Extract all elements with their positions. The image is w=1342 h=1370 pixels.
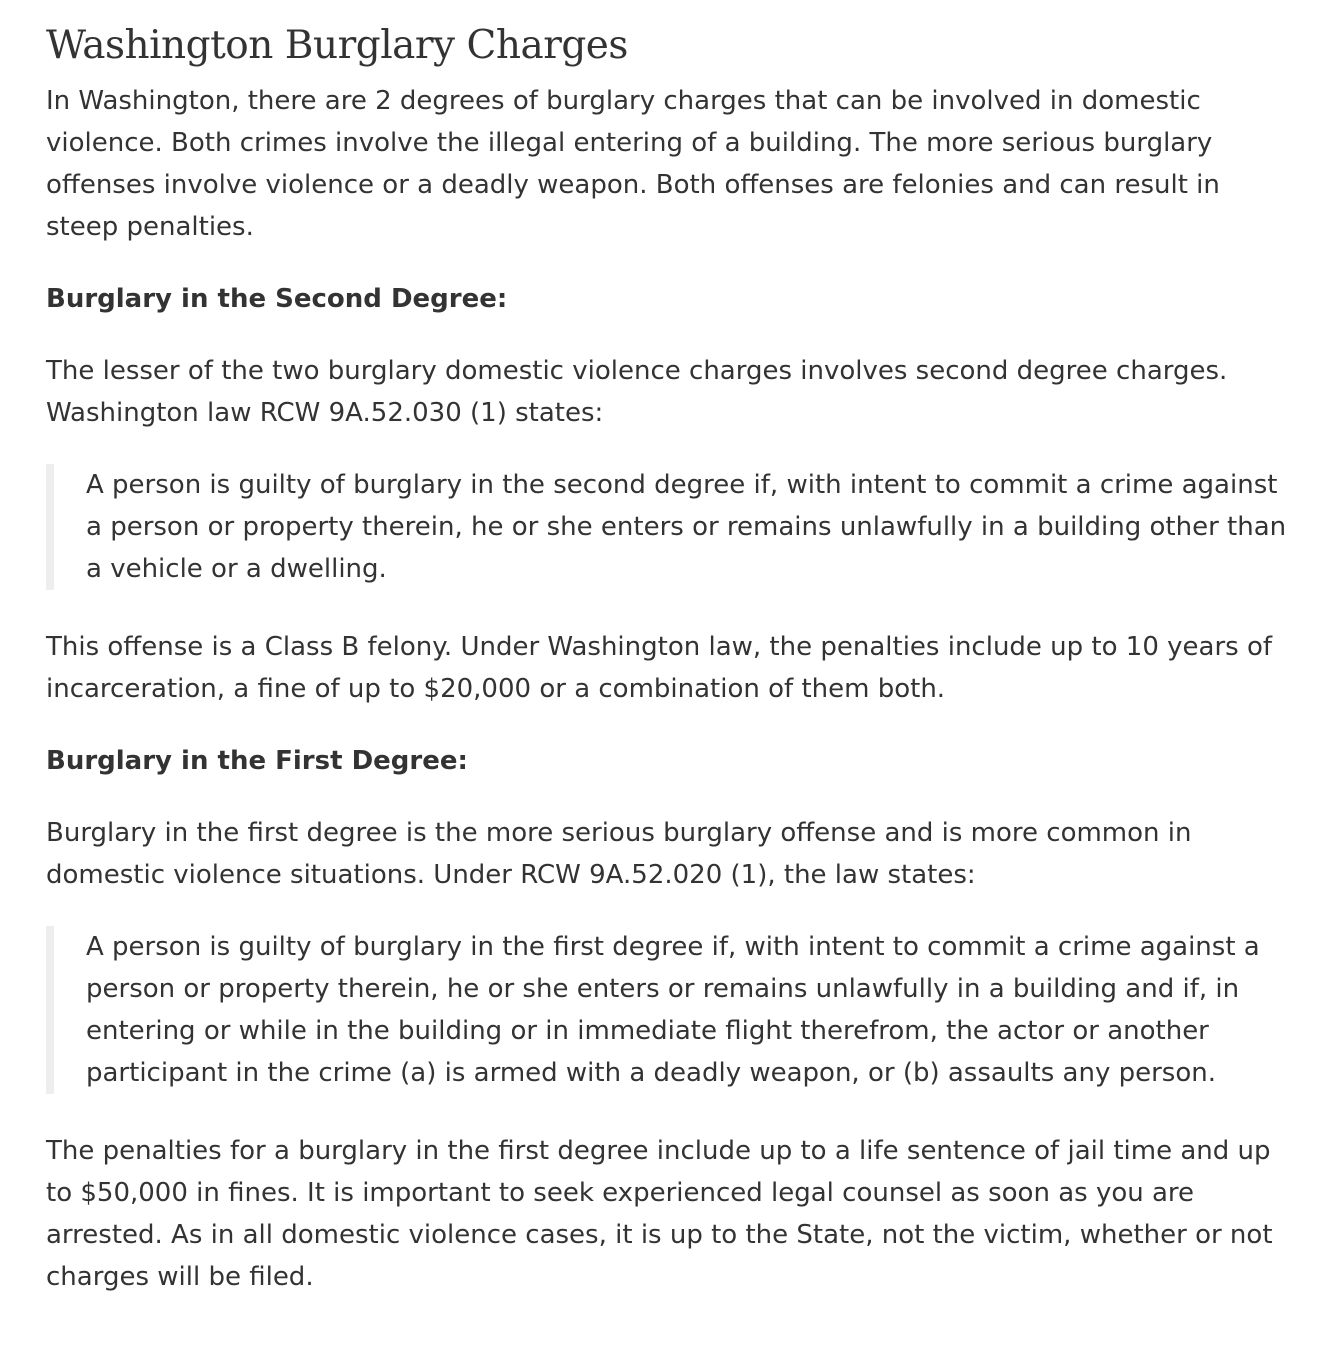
intro-paragraph: In Washington, there are 2 degrees of burglary charges that can be involved in domestic violence. Both crimes involve the illegal entering of a building. The more serious burglary offenses involve violence or a deadly weapon. Both offenses are felonies and can result in steep penalties. <box>46 86 1220 242</box>
second-degree-lead-paragraph: The lesser of the two burglary domestic violence charges involves second degree charges. Washington law RCW 9A.52.030 (1) states: <box>46 356 1228 428</box>
first-degree-statute-quote <box>46 926 1326 1094</box>
second-degree-statute-quote <box>46 464 1326 590</box>
first-degree-penalty-paragraph: The penalties for a burglary in the first degree include up to a life sentence of jail time and up to $50,000 in fines. It is important to seek experienced legal counsel as soon as you are arrested. As in all domestic violence cases, it is up to the State, not the victim, whether or not charges will be filed. <box>46 1136 1273 1292</box>
section-heading-first-degree: Burglary in the First Degree: <box>46 746 468 776</box>
section-heading-second-degree: Burglary in the Second Degree: <box>46 284 508 314</box>
second-degree-penalty-paragraph: This offense is a Class B felony. Under Washington law, the penalties include up to 10 years of incarceration, a fine of up to $20,000 or a combination of them both. <box>46 632 1273 704</box>
first-degree-lead-paragraph: Burglary in the first degree is the more serious burglary offense and is more common in domestic violence situations. Under RCW 9A.52.020 (1), the law states: <box>46 818 1192 890</box>
article <box>46 0 1326 1298</box>
second-degree-quote-text: A person is guilty of burglary in the second degree if, with intent to commit a crime against a person or property therein, he or she enters or remains unlawfully in a building other than a vehicle or a dwelling. <box>86 470 1287 584</box>
first-degree-quote-text: A person is guilty of burglary in the first degree if, with intent to commit a crime against a person or property therein, he or she enters or remains unlawfully in a building and if, in entering or while in the building or in immediate flight therefrom, the actor or another participant in the crime (a) is armed with a deadly weapon, or (b) assaults any person. <box>86 932 1260 1088</box>
page-title: Washington Burglary Charges <box>46 23 628 68</box>
